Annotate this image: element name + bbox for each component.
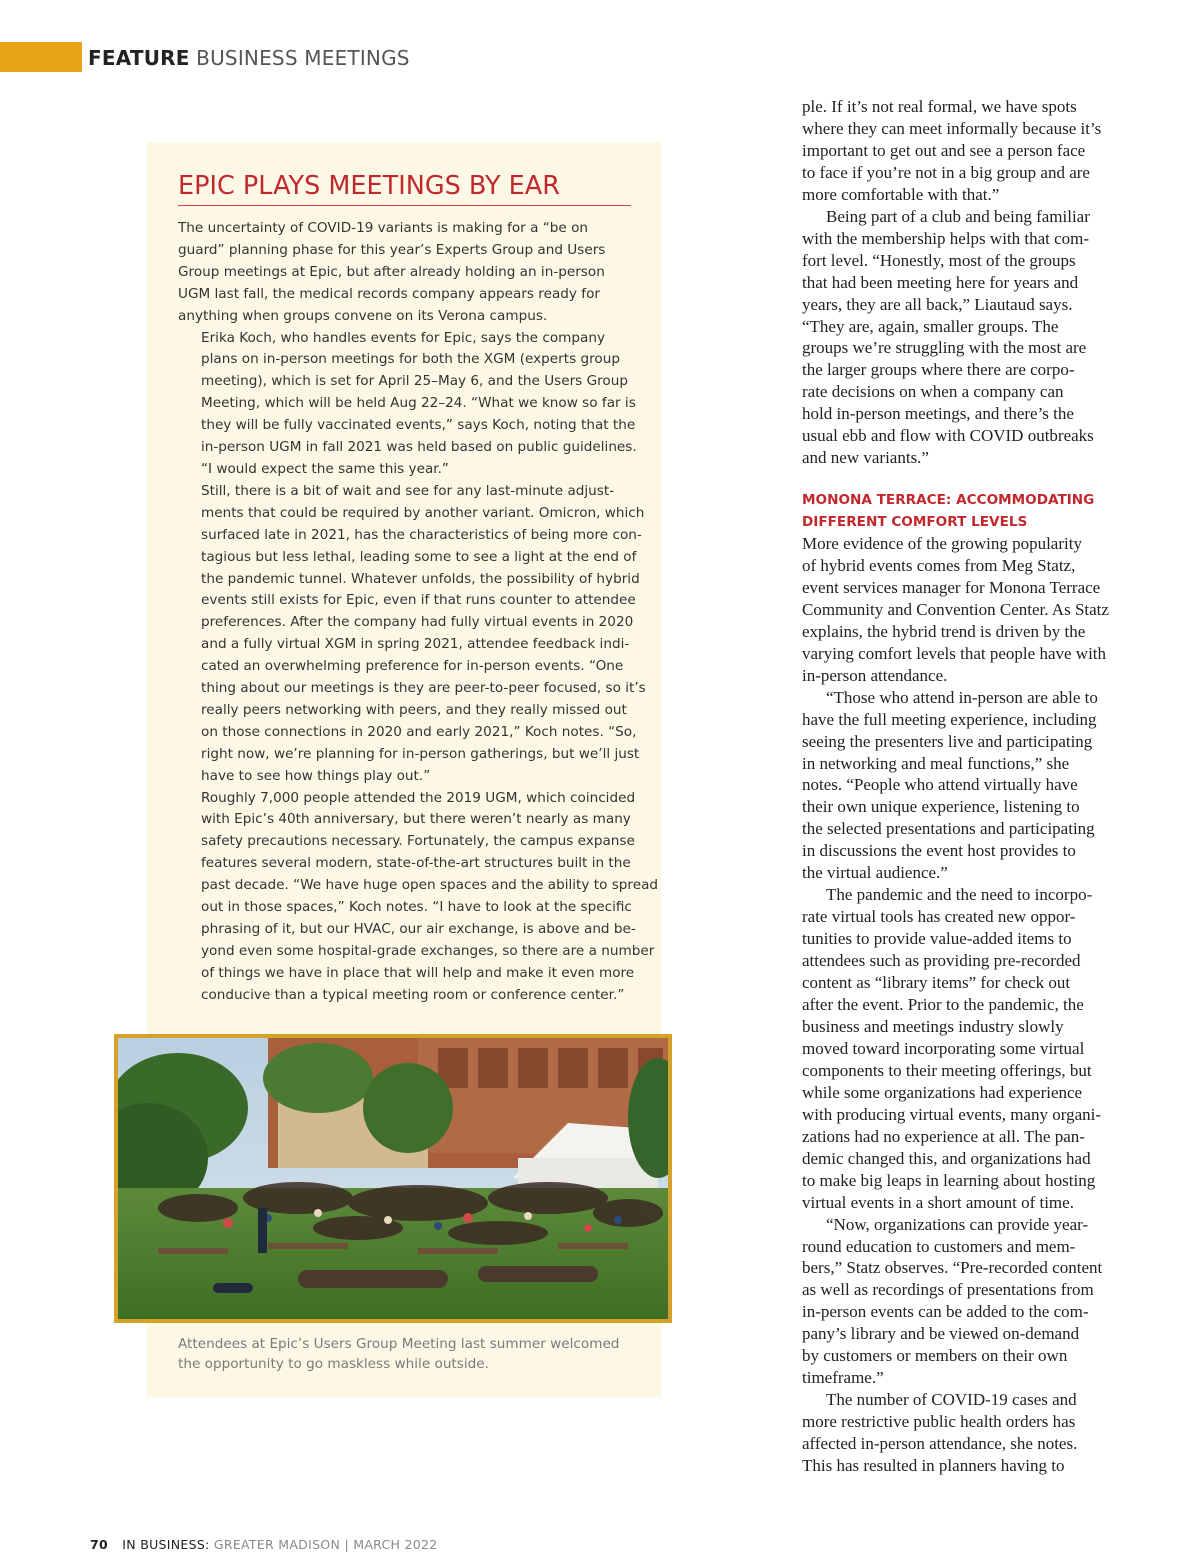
sidebar-paragraph [178, 328, 637, 481]
text-line: plans on in-person meetings for both the XGM (experts group [201, 351, 620, 368]
text-line: events still exists for Epic, even if that runs counter to attendee [201, 592, 636, 609]
text-line: “Those who attend in-person are able to [826, 687, 1098, 707]
text-line: varying comfort levels that people have with [802, 643, 1107, 663]
text-line: the selected presentations and participating [802, 819, 1095, 839]
text-line: Meeting, which will be held Aug 22–24. “What we know so far is [201, 395, 636, 412]
text-line: years, they are all back,” Liautaud says. [802, 294, 1073, 314]
text-line: have to see how things play out.” [201, 767, 431, 784]
text-line: UGM last fall, the medical records company appears ready for [178, 285, 600, 302]
text-line: cated an overwhelming preference for in-person events. “One [201, 658, 624, 675]
text-line: important to get out and see a person face [802, 140, 1086, 160]
article-column-bottom [802, 533, 1142, 1477]
text-line: and a fully virtual XGM in spring 2021, attendee feedback indi- [201, 636, 630, 653]
text-line: Still, there is a bit of wait and see for any last-minute adjust- [201, 482, 615, 499]
text-line: Roughly 7,000 people attended the 2019 UGM, which coincided [201, 789, 636, 806]
header-kicker: FEATURE [88, 46, 190, 70]
text-line: more comfortable with that.” [802, 184, 1000, 204]
text-line: of things we have in place that will help and make it even more [201, 964, 635, 981]
text-line: past decade. “We have huge open spaces and the ability to spread [201, 877, 659, 894]
text-line: out in those spaces,” Koch notes. “I have to look at the specific [201, 899, 632, 916]
text-line: really peers networking with peers, and they really missed out [201, 701, 627, 718]
text-line: Erika Koch, who handles events for Epic, says the company [201, 329, 606, 346]
sidebar-body [178, 218, 659, 1007]
text-line: This has resulted in planners having to [802, 1456, 1065, 1476]
text-line: fort level. “Honestly, most of the groups [802, 250, 1076, 270]
text-line: have the full meeting experience, including [802, 709, 1097, 729]
text-line: the larger groups where there are corpo- [802, 360, 1075, 380]
sidebar-paragraph [178, 481, 646, 788]
text-line: zations had no experience at all. The pan- [802, 1126, 1085, 1146]
photo-caption [178, 1335, 648, 1374]
text-line: Being part of a club and being familiar [826, 206, 1090, 226]
text-line: rate decisions on when a company can [802, 382, 1064, 402]
text-line: round education to customers and mem- [802, 1236, 1076, 1256]
text-line: content as “library items” for check out [802, 973, 1071, 993]
text-line: preferences. After the company had fully virtual events in 2020 [201, 614, 634, 631]
text-line: in networking and meal functions,” she [802, 753, 1070, 773]
text-line: in discussions the event host provides to [802, 841, 1076, 861]
text-line: while some organizations had experience [802, 1082, 1083, 1102]
text-line: The uncertainty of COVID-19 variants is making for a “be on [178, 220, 589, 236]
text-line: with the membership helps with that com- [802, 228, 1090, 248]
sidebar-paragraph [178, 788, 659, 1007]
text-line: with Epic’s 40th anniversary, but there weren’t nearly as many [201, 811, 631, 828]
text-line: anything when groups convene on its Verona campus. [178, 307, 548, 324]
text-line: bers,” Statz observes. “Pre-recorded content [802, 1258, 1103, 1278]
text-line: conducive than a typical meeting room or conference center.” [201, 986, 625, 1003]
text-line: Community and Convention Center. As Statz [802, 599, 1109, 619]
text-line: demic changed this, and organizations had [802, 1148, 1091, 1168]
article-subhead [802, 490, 1142, 534]
text-line: pany’s library and be viewed on-demand [802, 1324, 1080, 1344]
text-line: components to their meeting offerings, but [802, 1060, 1092, 1080]
text-line: with producing virtual events, many organi- [802, 1104, 1102, 1124]
event-photo [114, 1034, 672, 1323]
edition-info: GREATER MADISON | MARCH 2022 [213, 1537, 438, 1552]
text-line: affected in-person attendance, she notes. [802, 1434, 1078, 1454]
text-line: thing about our meetings is they are peer-to-peer focused, so it’s [201, 680, 646, 697]
text-line: The pandemic and the need to incorpo- [826, 885, 1093, 905]
text-line: “They are, again, smaller groups. The [802, 316, 1059, 336]
text-line: their own unique experience, listening to [802, 797, 1080, 817]
text-line: tunities to provide value-added items to [802, 929, 1072, 949]
text-line: more restrictive public health orders has [802, 1412, 1076, 1432]
text-line: of hybrid events comes from Meg Statz, [802, 555, 1076, 575]
text-line: usual ebb and flow with COVID outbreaks [802, 426, 1094, 446]
text-line: after the event. Prior to the pandemic, the [802, 995, 1084, 1015]
paragraph [802, 206, 1142, 469]
text-line: The number of COVID-19 cases and [826, 1390, 1077, 1410]
caption-line: Attendees at Epic’s Users Group Meeting last summer welcomed [178, 1336, 620, 1352]
text-line: attendees such as providing pre-recorded [802, 951, 1081, 971]
text-line: rate virtual tools has created new oppor- [802, 907, 1076, 927]
text-line: tagious but less lethal, leading some to see a light at the end of [201, 548, 637, 565]
text-line: yond even some hospital-grade exchanges, so there are a number [201, 942, 655, 959]
text-line: notes. “People who attend virtually have [802, 775, 1078, 795]
text-line: timeframe.” [802, 1368, 884, 1388]
text-line: More evidence of the growing popularity [802, 534, 1082, 553]
header-section: BUSINESS MEETINGS [196, 46, 410, 70]
subhead-line: MONONA TERRACE: ACCOMMODATING [802, 492, 1095, 508]
text-line: explains, the hybrid trend is driven by the [802, 621, 1086, 641]
text-line: to make big leaps in learning about hosting [802, 1170, 1096, 1190]
caption-line: the opportunity to go maskless while outside. [178, 1355, 489, 1372]
sidebar-paragraph [178, 218, 633, 328]
text-line: hold in-person meetings, and there’s the [802, 404, 1074, 424]
header-accent-bar [0, 42, 82, 72]
text-line: that had been meeting here for years and [802, 272, 1079, 292]
text-line: safety precautions necessary. Fortunately, the campus expanse [201, 833, 635, 850]
text-line: and new variants.” [802, 448, 929, 468]
text-line: ple. If it’s not real formal, we have spots [802, 97, 1077, 116]
text-line: meeting), which is set for April 25–May 6, and the Users Group [201, 373, 628, 390]
text-line: in-person attendance. [802, 665, 948, 685]
text-line: to face if you’re not in a big group and are [802, 162, 1090, 182]
text-line: as well as recordings of presentations from [802, 1280, 1094, 1300]
text-line: where they can meet informally because it’s [802, 118, 1102, 138]
text-line: in-person events can be added to the com- [802, 1302, 1089, 1322]
article-column-top [802, 96, 1142, 469]
text-line: business and meetings industry slowly [802, 1016, 1064, 1036]
text-line: guard” planning phase for this year’s Experts Group and Users [178, 241, 606, 258]
text-line: by customers or members on their own [802, 1346, 1068, 1366]
text-line: ments that could be required by another variant. Omicron, which [201, 504, 645, 521]
text-line: phrasing of it, but our HVAC, our air exchange, is above and be- [201, 921, 636, 937]
paragraph [802, 1214, 1142, 1390]
text-line: they will be fully vaccinated events,” says Koch, noting that the [201, 417, 636, 434]
text-line: Group meetings at Epic, but after already holding an in-person [178, 263, 605, 280]
page-footer [90, 1534, 438, 1556]
sidebar-title: EPIC PLAYS MEETINGS BY EAR [178, 168, 631, 206]
text-line: the virtual audience.” [802, 863, 948, 883]
text-line: “Now, organizations can provide year- [826, 1214, 1089, 1234]
paragraph [802, 1389, 1142, 1477]
text-line: the pandemic tunnel. Whatever unfolds, the possibility of hybrid [201, 570, 640, 587]
text-line: “I would expect the same this year.” [201, 460, 449, 477]
text-line: in-person UGM in fall 2021 was held based on public guidelines. [201, 439, 637, 456]
text-line: moved toward incorporating some virtual [802, 1038, 1085, 1058]
paragraph [802, 533, 1142, 687]
section-header [88, 44, 410, 72]
page-number: 70 [90, 1537, 108, 1552]
paragraph [802, 96, 1142, 206]
paragraph [802, 884, 1142, 1213]
subhead-line: DIFFERENT COMFORT LEVELS [802, 513, 1028, 530]
text-line: on those connections in 2020 and early 2021,” Koch notes. “So, [201, 723, 637, 740]
text-line: features several modern, state-of-the-art structures built in the [201, 855, 631, 872]
text-line: surfaced late in 2021, has the characteristics of being more con- [201, 526, 642, 543]
text-line: event services manager for Monona Terrace [802, 577, 1101, 597]
text-line: virtual events in a short amount of time. [802, 1192, 1074, 1212]
text-line: groups we’re struggling with the most are [802, 338, 1087, 358]
text-line: seeing the presenters live and participating [802, 731, 1093, 751]
publication-name: IN BUSINESS: [122, 1537, 210, 1552]
paragraph [802, 687, 1142, 885]
event-photo-illustration [118, 1038, 668, 1319]
text-line: right now, we’re planning for in-person gatherings, but we’ll just [201, 745, 640, 762]
